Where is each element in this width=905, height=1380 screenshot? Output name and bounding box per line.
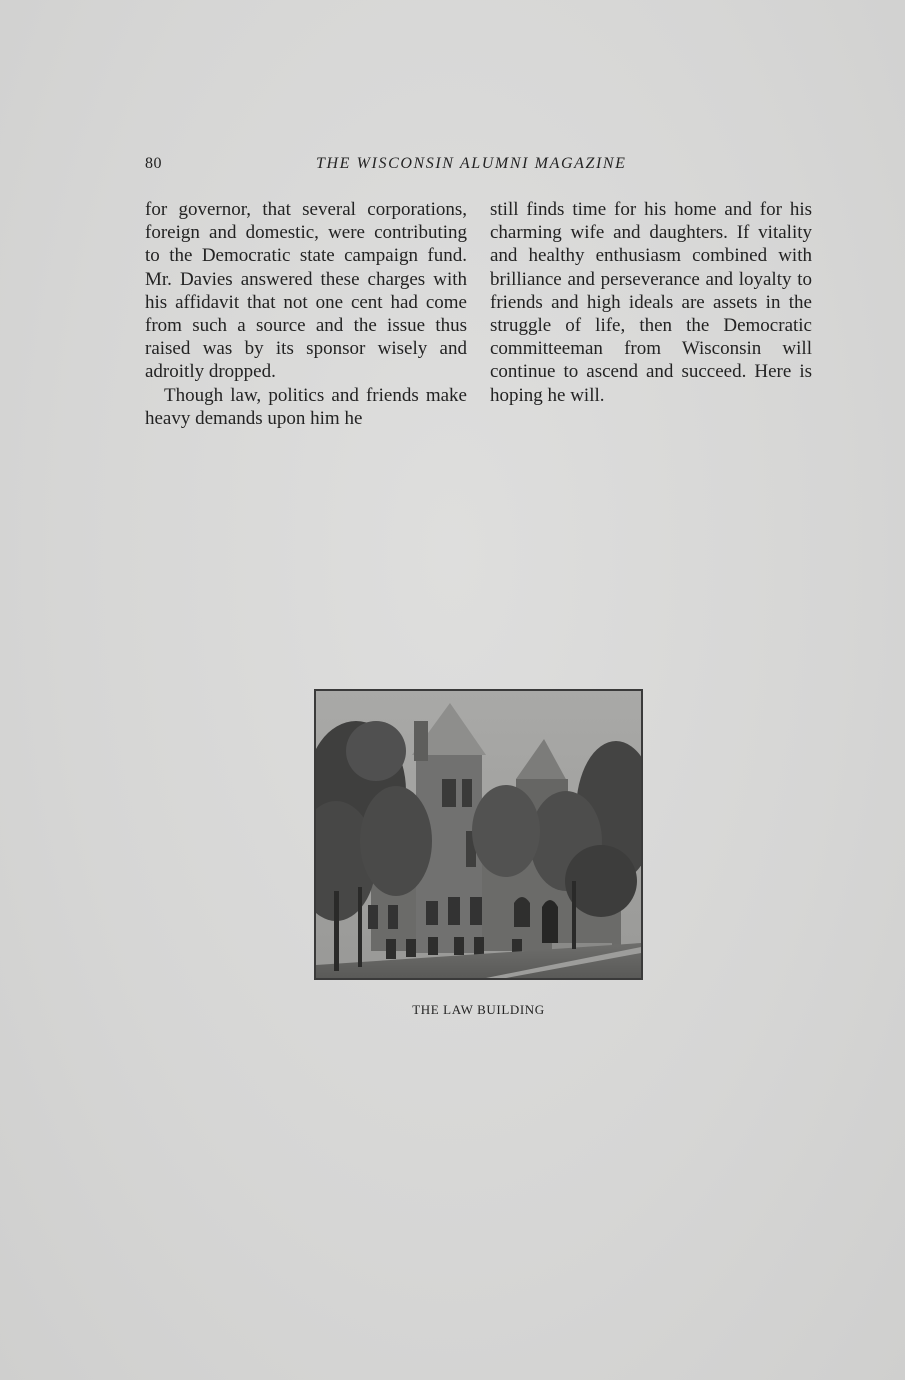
figure-caption: THE LAW BUILDING — [412, 1002, 545, 1017]
right-column — [490, 198, 812, 407]
arched-doorway — [542, 900, 558, 943]
tower-window — [462, 779, 472, 807]
right-paragraph-1: still finds time for his home and for his charming wife and daughters. If vitality and healthy enthusiasm combined with brilliance and perseverance and loyalty to friends and high ideals are assets in the struggle of life, then the Democratic committeeman from Wisconsin will continue to ascend and succeed. Here is hoping he will. — [490, 199, 812, 406]
chimney — [414, 721, 428, 761]
arched-window — [514, 897, 530, 927]
law-building-photo — [314, 689, 643, 980]
page-number: 80 — [145, 155, 162, 172]
left-column — [145, 198, 467, 430]
left-paragraph-2: Though law, politics and friends make heavy demands upon him he — [145, 384, 467, 429]
left-paragraph-1: for governor, that several corporations, foreign and domestic, were contributing to the Democratic state campaign fund. Mr. Davies answered these charges with his affidavit that not one cent had come from such a source and the issue thus raised was by its sponsor wisely and adroitly dropped. — [145, 199, 467, 383]
tower-window — [442, 779, 456, 807]
law-building-illustration — [316, 691, 641, 978]
running-title: THE WISCONSIN ALUMNI MAGAZINE — [316, 155, 627, 172]
